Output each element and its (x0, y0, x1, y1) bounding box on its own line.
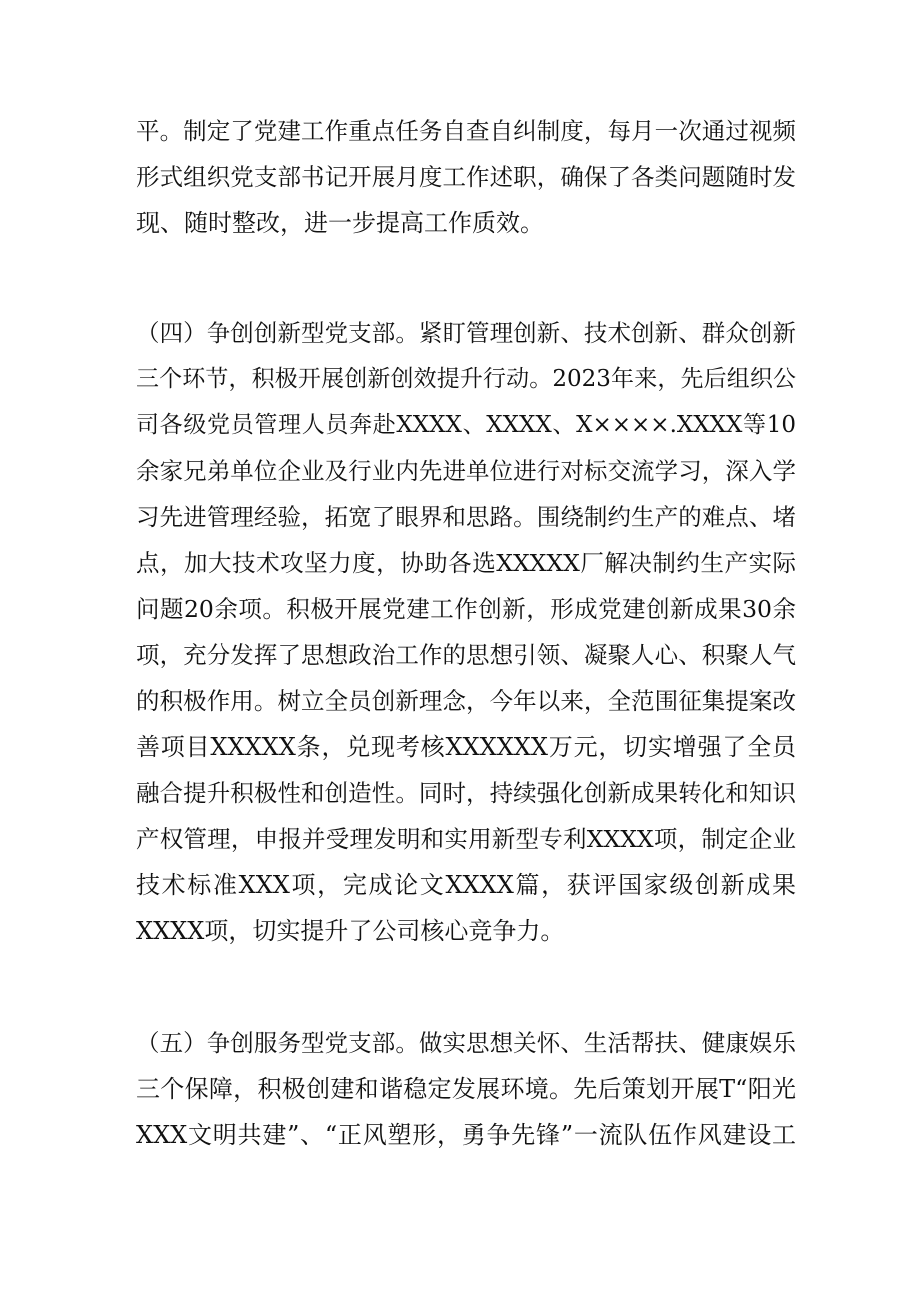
text-line: 三个环节，积极开展创新创效提升行动。2023年来，先后组织公 (136, 366, 796, 392)
text-line: 点，加大技术攻坚力度，协助各选XXXXX厂解决制约生产实际 (136, 549, 796, 577)
text-line: 融合提升积极性和创造性。同时，持续强化创新成果转化和知识 (136, 779, 796, 807)
paragraph-innovation-branch (136, 310, 796, 954)
text-line: 的积极作用。树立全员创新理念，今年以来，全范围征集提案改 (136, 687, 796, 715)
text-line: 产权管理，申报并受理发明和实用新型专利XXXX项，制定企业 (136, 825, 796, 853)
text-line: （四）争创创新型党支部。紧盯管理创新、技术创新、群众创新 (136, 319, 796, 347)
text-line: 余家兄弟单位企业及行业内先进单位进行对标交流学习，深入学 (136, 457, 796, 485)
text-line: 现、随时整改，进一步提高工作质效。 (136, 209, 544, 237)
text-line: XXX文明共建”、“正风塑形，勇争先锋”一流队伍作风建设工 (136, 1121, 796, 1149)
text-line: 三个保障，积极创建和谐稳定发展环境。先后策划开展T“阳光 (136, 1075, 796, 1103)
text-line: 问题20余项。积极开展党建工作创新，形成党建创新成果30余 (136, 595, 796, 623)
text-line: XXXX项，切实提升了公司核心竞争力。 (136, 917, 565, 945)
text-line: （五）争创服务型党支部。做实思想关怀、生活帮扶、健康娱乐 (136, 1029, 796, 1057)
text-line: 司各级党员管理人员奔赴XXXX、XXXX、X××××.XXXX等10 (136, 412, 796, 438)
text-line: 项，充分发挥了思想政治工作的思想引领、凝聚人心、积聚人气 (136, 641, 796, 669)
paragraph-continuation (136, 108, 796, 246)
text-line: 形式组织党支部书记开展月度工作述职，确保了各类问题随时发 (136, 163, 796, 191)
text-line: 技术标准XXX项，完成论文XXXX篇，获评国家级创新成果 (136, 871, 796, 899)
text-line: 平。制定了党建工作重点任务自查自纠制度，每月一次通过视频 (136, 117, 796, 145)
text-line: 习先进管理经验，拓宽了眼界和思路。围绕制约生产的难点、堵 (136, 503, 796, 531)
paragraph-service-branch (136, 1020, 796, 1158)
text-line: 善项目XXXXX条，兑现考核XXXXXX万元，切实增强了全员 (136, 733, 796, 761)
